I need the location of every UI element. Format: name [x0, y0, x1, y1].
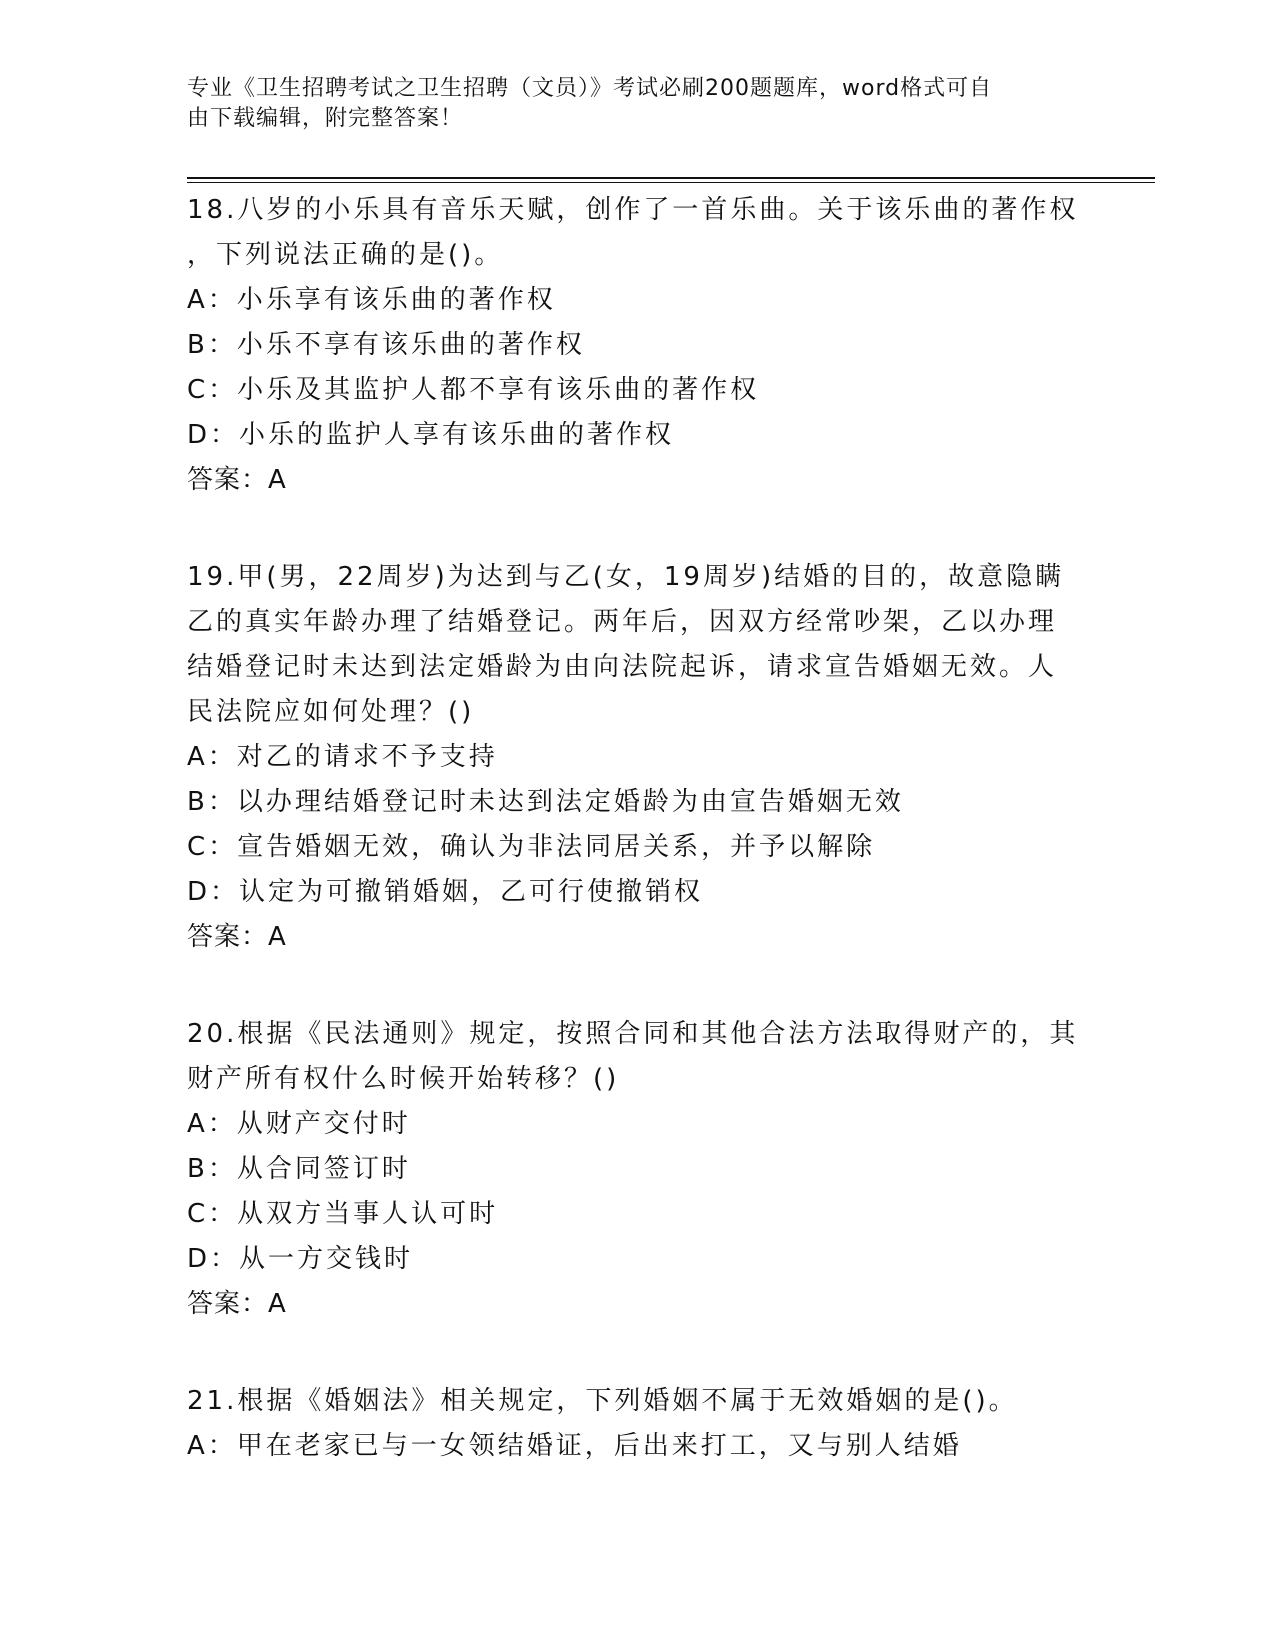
answer-line: 答案：A: [187, 1289, 287, 1319]
option-c: C：宣告婚姻无效，确认为非法同居关系，并予以解除: [187, 832, 876, 862]
intro-line-1: 专业《卫生招聘考试之卫生招聘（文员）》考试必刷200题题库，word格式可自: [187, 76, 993, 101]
question-list: [187, 188, 1087, 1521]
question-text-line: 18.八岁的小乐具有音乐天赋，创作了一首乐曲。关于该乐曲的著作权: [187, 195, 1079, 225]
question-text-line: 21.根据《婚姻法》相关规定，下列婚姻不属于无效婚姻的是()。: [187, 1386, 1018, 1416]
option-b: B：以办理结婚登记时未达到法定婚龄为由宣告婚姻无效: [187, 787, 904, 817]
question-text-line: ，下列说法正确的是()。: [187, 240, 504, 270]
question-21: [187, 1379, 1087, 1469]
option-b: B：从合同签订时: [187, 1154, 411, 1184]
question-19: [187, 555, 1087, 960]
option-d: D：小乐的监护人享有该乐曲的著作权: [187, 420, 675, 450]
question-text-line: 结婚登记时未达到法定婚龄为由向法院起诉，请求宣告婚姻无效。人: [187, 652, 1058, 682]
header-divider-thin: [187, 182, 1155, 183]
option-a: A：对乙的请求不予支持: [187, 742, 498, 772]
option-d: D：认定为可撤销婚姻，乙可行使撤销权: [187, 877, 704, 907]
question-20: [187, 1012, 1087, 1327]
question-text-line: 财产所有权什么时候开始转移？(): [187, 1064, 620, 1094]
option-d: D：从一方交钱时: [187, 1244, 414, 1274]
option-a: A：从财产交付时: [187, 1109, 411, 1139]
intro-line-2: 由下载编辑，附完整答案！: [187, 106, 464, 131]
question-text-line: 乙的真实年龄办理了结婚登记。两年后，因双方经常吵架，乙以办理: [187, 607, 1058, 637]
answer-line: 答案：A: [187, 922, 287, 952]
option-a: A：小乐享有该乐曲的著作权: [187, 285, 556, 315]
answer-line: 答案：A: [187, 465, 287, 495]
intro-header: [187, 74, 1067, 134]
question-18: [187, 188, 1087, 503]
option-a: A：甲在老家已与一女领结婚证，后出来打工，又与别人结婚: [187, 1431, 962, 1461]
header-divider-thick: [187, 177, 1155, 179]
question-text-line: 20.根据《民法通则》规定，按照合同和其他合法方法取得财产的，其: [187, 1019, 1079, 1049]
option-c: C：小乐及其监护人都不享有该乐曲的著作权: [187, 375, 760, 405]
option-c: C：从双方当事人认可时: [187, 1199, 499, 1229]
option-b: B：小乐不享有该乐曲的著作权: [187, 330, 585, 360]
question-text-line: 19.甲(男，22周岁)为达到与乙(女，19周岁)结婚的目的，故意隐瞒: [187, 562, 1065, 592]
question-text-line: 民法院应如何处理？(): [187, 697, 475, 727]
